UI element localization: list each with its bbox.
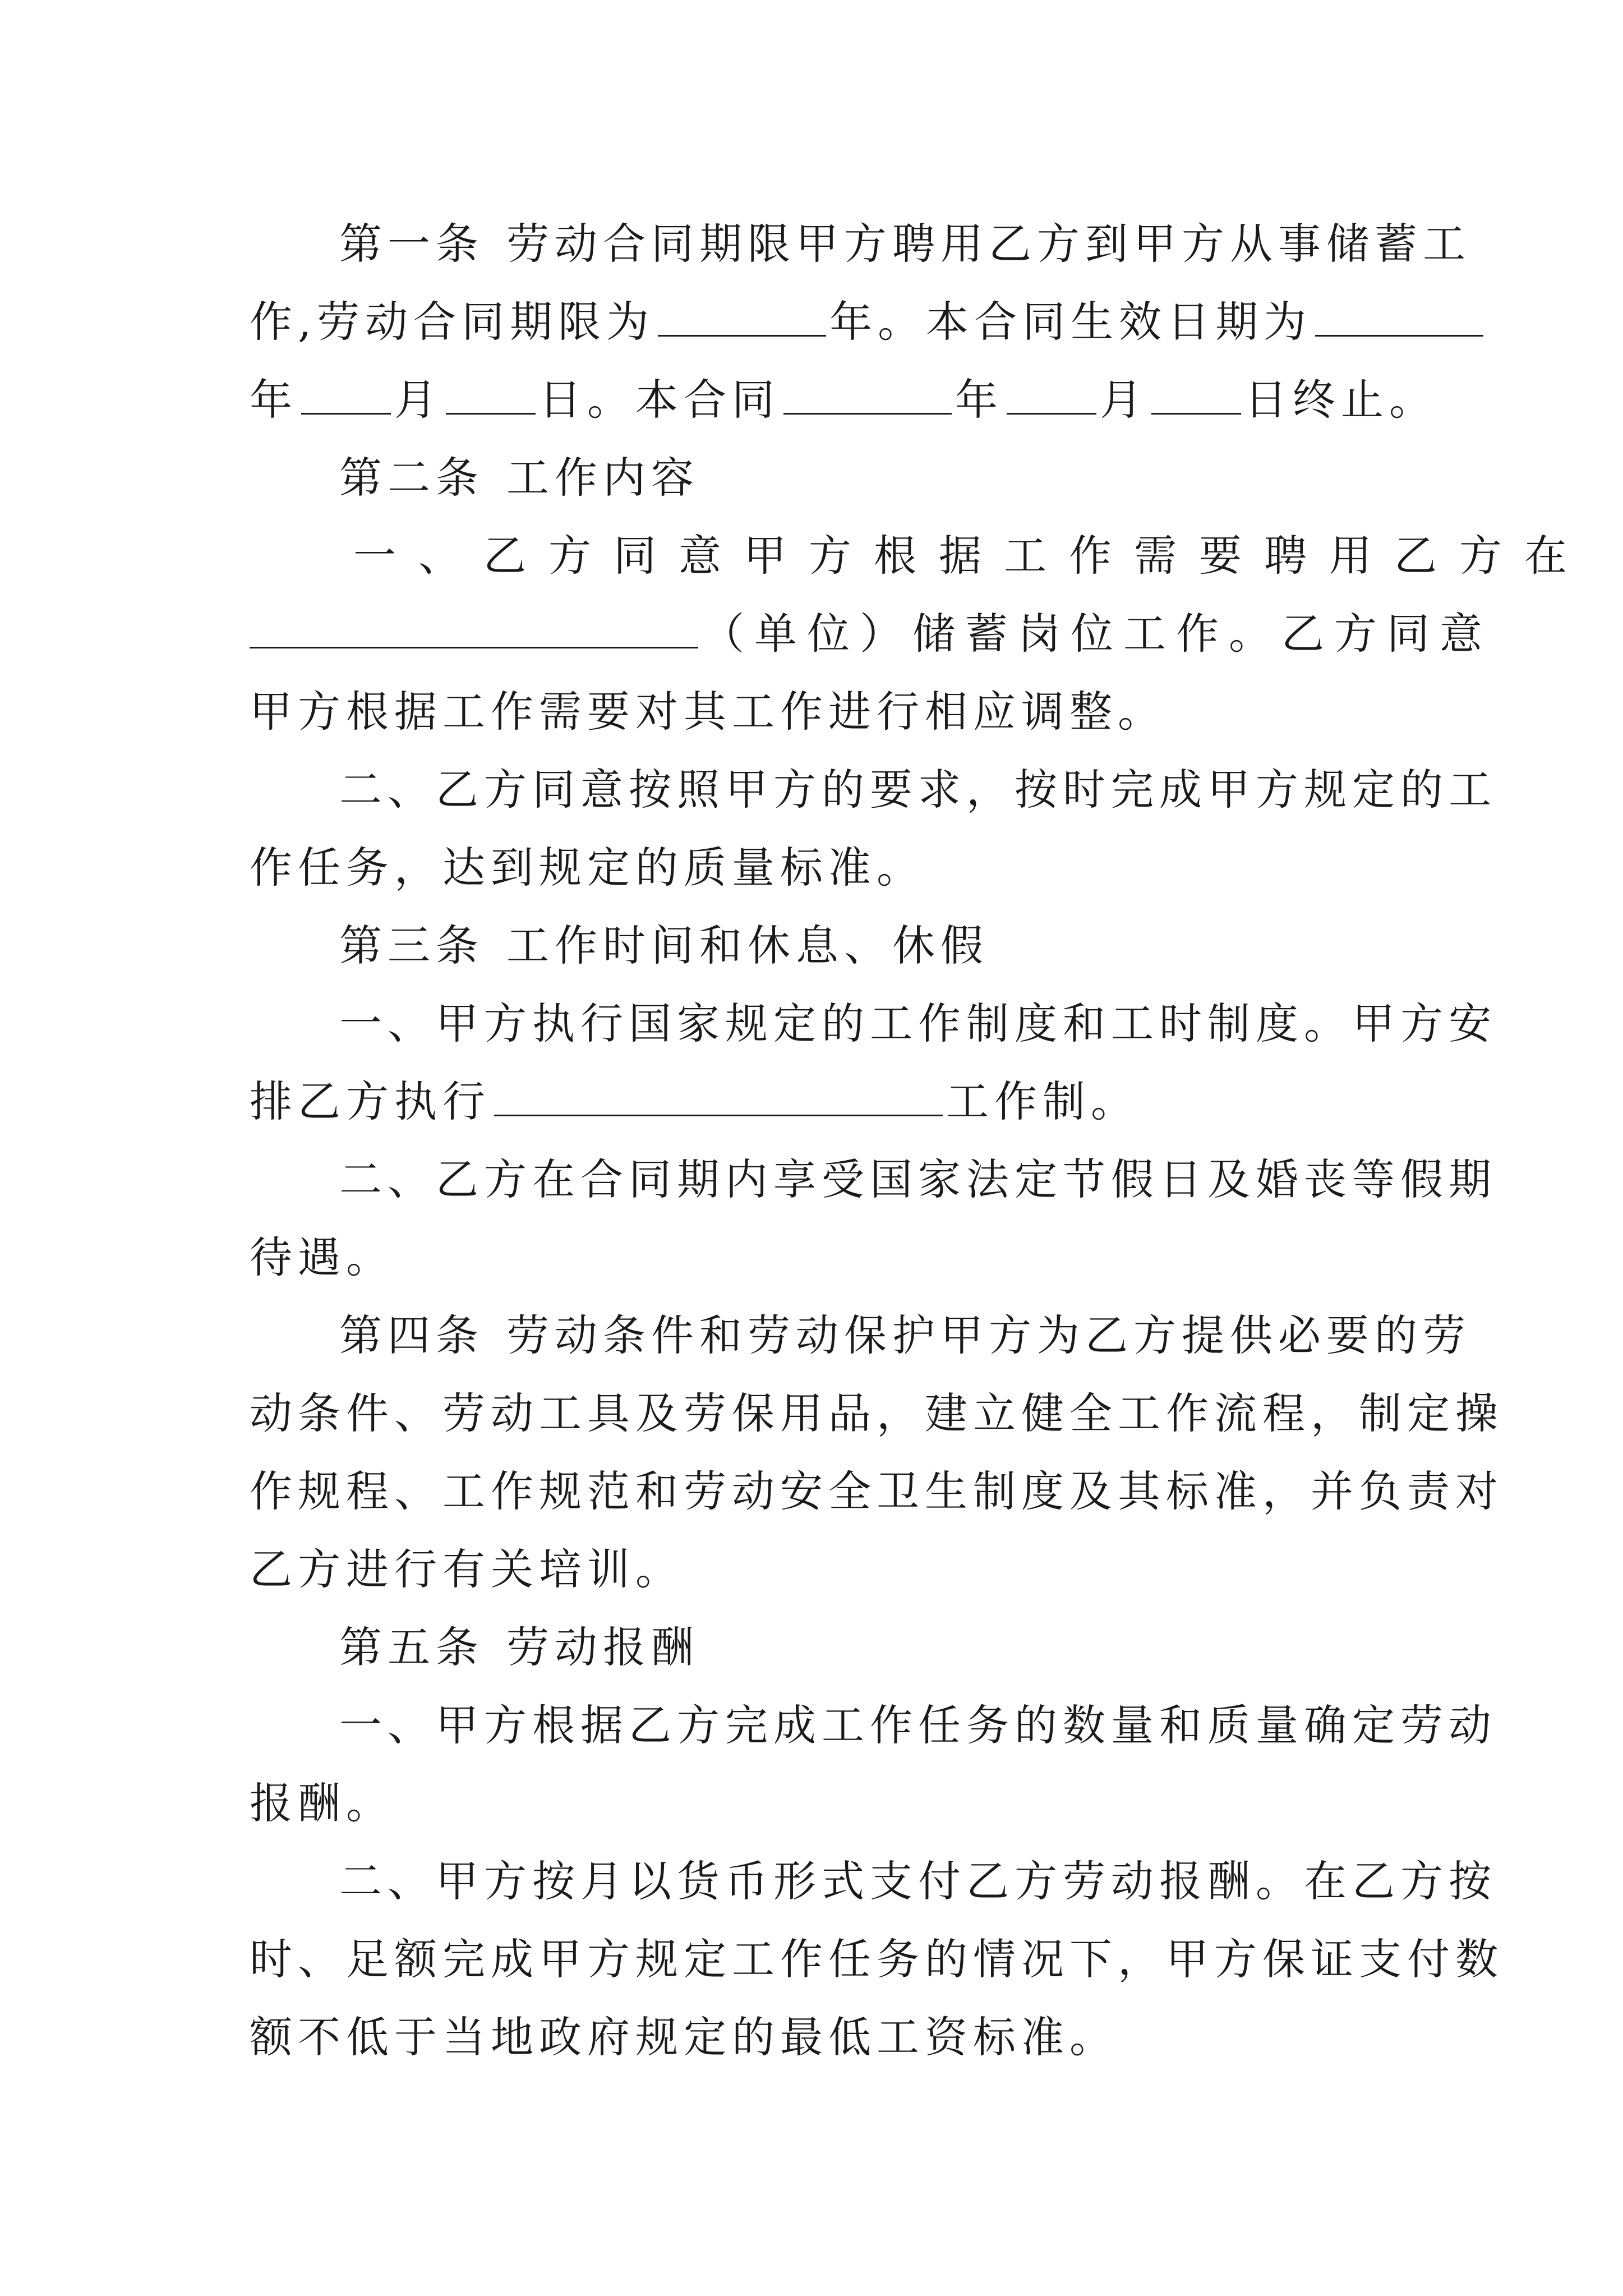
article1-line3	[250, 361, 1437, 439]
fill-blank-end-month[interactable]	[1007, 380, 1096, 415]
article3-title: 第三条	[339, 921, 484, 970]
text-segment: 年。本合同生效日期为	[829, 297, 1312, 347]
article4-line2: 动条件、劳动工具及劳保用品，建立健全工作流程，制定操	[250, 1388, 1504, 1438]
article2-item1-line1: 一、乙方同意甲方根据工作需要聘用乙方在	[353, 531, 1589, 581]
text-segment: 劳动条件和劳动保护甲方为乙方提供必要的劳	[506, 1310, 1471, 1360]
text-segment: 排乙方执行	[250, 1076, 491, 1126]
text-segment: 日终止。	[1244, 375, 1437, 425]
article1-line2	[250, 283, 1388, 361]
article2-subtitle: 工作内容	[506, 453, 699, 503]
article5-item1-line2: 报酬。	[250, 1778, 394, 1828]
article5-title: 第五条	[339, 1622, 484, 1672]
fill-blank-start-month[interactable]	[301, 380, 391, 415]
article3-item1-line1: 一、甲方执行国家规定的工作制度和工时制度。甲方安	[339, 999, 1497, 1048]
text-segment: 月	[394, 375, 442, 425]
article5-heading	[339, 1608, 1388, 1687]
text-segment: 年	[250, 375, 298, 425]
text-segment: 作,劳动合同期限为	[250, 297, 655, 347]
article5-item2-line3: 额不低于当地政府规定的最低工资标准。	[250, 2012, 1118, 2062]
article2-item2-line1: 二、乙方同意按照甲方的要求，按时完成甲方规定的工	[339, 765, 1497, 815]
article4-line1	[339, 1296, 1471, 1375]
article5-item2-line1: 二、甲方按月以货币形式支付乙方劳动报酬。在乙方按	[339, 1856, 1497, 1906]
fill-blank-end-year[interactable]	[783, 380, 952, 415]
article2-item1-line3: 甲方根据工作需要对其工作进行相应调整。	[250, 687, 1166, 737]
text-segment: （单位）储蓄岗位工作。乙方同意	[702, 609, 1492, 659]
article3-heading	[339, 907, 1388, 985]
article3-item1-line2	[250, 1062, 1388, 1141]
article5-subtitle: 劳动报酬	[506, 1622, 699, 1672]
article3-item2-line2: 待遇。	[250, 1232, 394, 1282]
article4-line4: 乙方进行有关培训。	[250, 1544, 684, 1594]
article4-title: 第四条	[339, 1310, 484, 1360]
article5-item2-line2: 时、足额完成甲方规定工作任务的情况下，甲方保证支付数	[250, 1934, 1504, 1984]
article1-line1	[339, 205, 1471, 283]
fill-blank-work-system[interactable]	[494, 1082, 943, 1116]
text-segment: 月	[1100, 375, 1148, 425]
fill-blank-start-day[interactable]	[446, 380, 536, 415]
article2-item2-line2: 作任务，达到规定的质量标准。	[250, 843, 925, 892]
article2-item1-line2	[250, 595, 1492, 673]
article4-line3: 作规程、工作规范和劳动安全卫生制度及其标准，并负责对	[250, 1466, 1504, 1516]
fill-blank-unit[interactable]	[250, 614, 698, 648]
article3-item2-line1: 二、乙方在合同期内享受国家法定节假日及婚丧等假期	[339, 1154, 1497, 1204]
article2-title: 第二条	[339, 453, 484, 503]
article1-title: 第一条	[339, 219, 484, 269]
text-segment: 年	[955, 375, 1003, 425]
text-segment: 日。本合同	[539, 375, 780, 425]
fill-blank-effective-date[interactable]	[1315, 302, 1483, 337]
article2-heading	[339, 439, 1388, 517]
fill-blank-term-years[interactable]	[658, 302, 826, 337]
text-segment: 工作制。	[946, 1076, 1139, 1126]
article1-text: 劳动合同期限甲方聘用乙方到甲方从事储蓄工	[506, 219, 1471, 269]
article3-subtitle: 工作时间和休息、休假	[506, 921, 989, 970]
fill-blank-end-day[interactable]	[1151, 380, 1241, 415]
article5-item1-line1: 一、甲方根据乙方完成工作任务的数量和质量确定劳动	[339, 1700, 1497, 1750]
